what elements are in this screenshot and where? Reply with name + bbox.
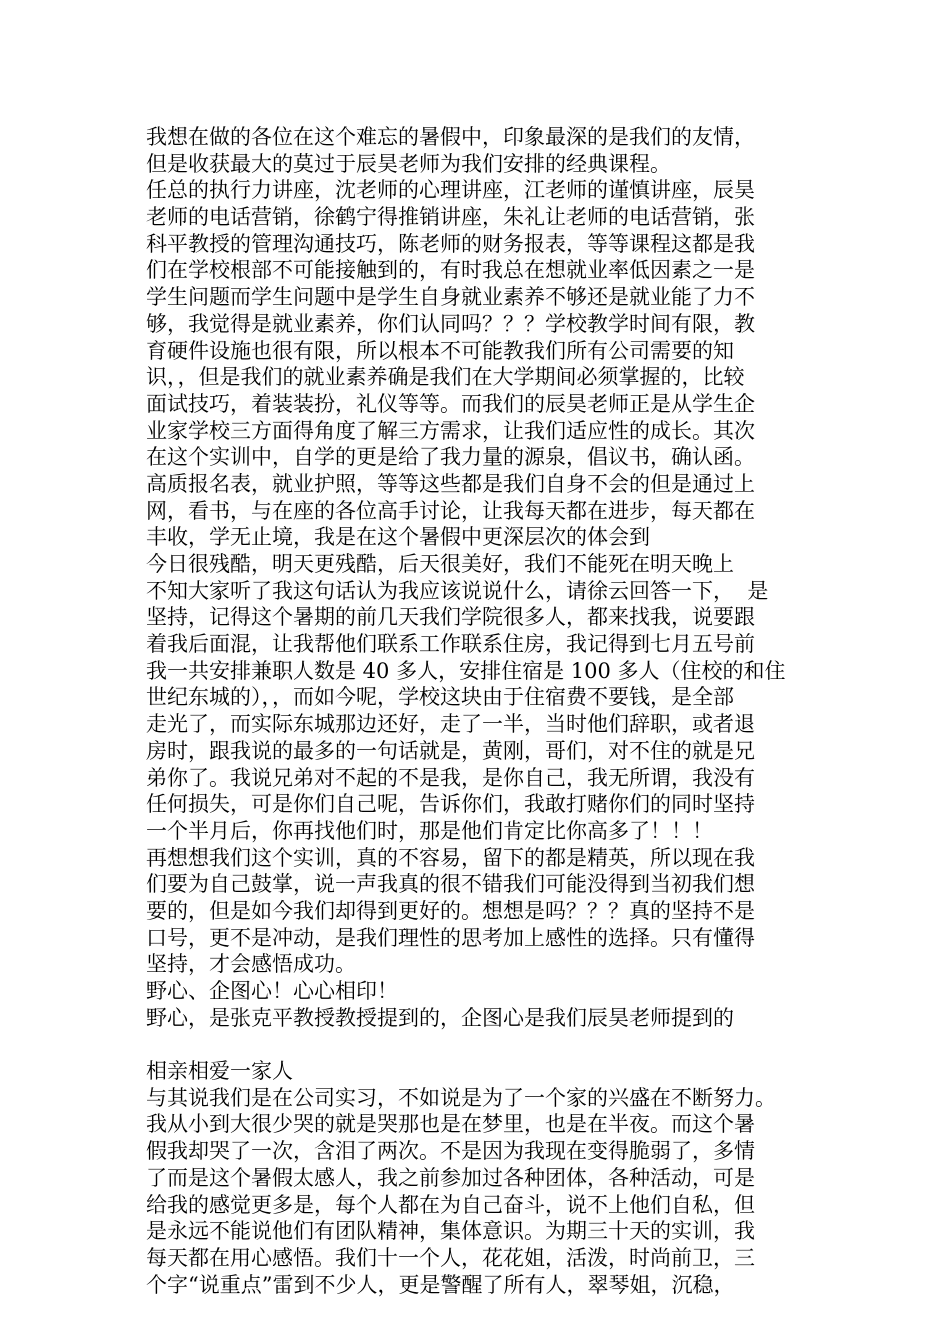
- text-line: 我从小到大很少哭的就是哭那也是在梦里，也是在半夜。而这个暑: [146, 1112, 755, 1137]
- text-line: 假我却哭了一次，含泪了两次。不是因为我现在变得脆弱了，多情: [146, 1139, 755, 1164]
- text-line: 与其说我们是在公司实习，不如说是为了一个家的兴盛在不断努力。: [146, 1085, 776, 1110]
- text-line: 不知大家听了我这句话认为我应该说说什么，请徐云回答一下， 是: [146, 578, 769, 603]
- text-line: 弟你了。我说兄弟对不起的不是我，是你自己，我无所谓，我没有: [146, 765, 755, 790]
- text-line: 一个半月后，你再找他们时，那是他们肯定比你高多了！！！: [146, 818, 713, 843]
- text-line: 但是收获最大的莫过于辰昊老师为我们安排的经典课程。: [146, 151, 671, 176]
- text-line: 面试技巧，着装装扮，礼仪等等。而我们的辰昊老师正是从学生企: [146, 391, 755, 416]
- text-line: 是永远不能说他们有团队精神，集体意识。为期三十天的实训，我: [146, 1219, 755, 1244]
- text-line: 再想想我们这个实训，真的不容易，留下的都是精英，所以现在我: [146, 845, 755, 870]
- text-line: 给我的感觉更多是，每个人都在为自己奋斗，说不上他们自私，但: [146, 1192, 755, 1217]
- text-line: 任何损失，可是你们自己呢，告诉你们，我敢打赌你们的同时坚持: [146, 792, 755, 817]
- text-line: 网，看书，与在座的各位高手讨论，让我每天都在进步，每天都在: [146, 498, 755, 523]
- text-line: 走光了，而实际东城那边还好，走了一半，当时他们辞职，或者退: [146, 712, 755, 737]
- blank-line: [146, 1031, 816, 1058]
- text-line: 坚持，才会感悟成功。: [146, 952, 356, 977]
- text-line: 了而是这个暑假太感人，我之前参加过各种团体，各种活动，可是: [146, 1165, 755, 1190]
- text-line: 任总的执行力讲座，沈老师的心理讲座，江老师的谨慎讲座，辰昊: [146, 178, 755, 203]
- text-line: 科平教授的管理沟通技巧，陈老师的财务报表，等等课程这都是我: [146, 231, 755, 256]
- text-line: 学生问题而学生问题中是学生自身就业素养不够还是就业能了力不: [146, 285, 755, 310]
- section-heading: 相亲相爱一家人: [146, 1059, 293, 1084]
- text-line: 识，，但是我们的就业素养确是我们在大学期间必须掌握的，比较: [146, 365, 745, 390]
- document-body: [146, 124, 816, 1298]
- text-line: 老师的电话营销，徐鹤宁得推销讲座，朱礼让老师的电话营销，张: [146, 205, 755, 230]
- text-line: 今日很残酷，明天更残酷，后天很美好，我们不能死在明天晚上: [146, 552, 734, 576]
- text-line: 够，我觉得是就业素养，你们认同吗？？？学校教学时间有限，教: [146, 311, 755, 336]
- text-line: 个字“说重点”雷到不少人，更是警醒了所有人，翠琴姐，沉稳，: [146, 1272, 735, 1297]
- text-line: 育硬件设施也很有限，所以根本不可能教我们所有公司需要的知: [146, 338, 734, 363]
- text-line: 我一共安排兼职人数是 40 多人，安排住宿是 100 多人（住校的和住: [146, 658, 786, 683]
- text-line: 世纪东城的），，而如今呢，学校这块由于住宿费不要钱，是全部: [146, 685, 734, 710]
- text-line: 口号，更不是冲动，是我们理性的思考加上感性的选择。只有懂得: [146, 925, 755, 950]
- text-line: 房时，跟我说的最多的一句话就是，黄刚，哥们，对不住的就是兄: [146, 738, 755, 763]
- text-line: 野心，是张克平教授教授提到的，企图心是我们辰昊老师提到的: [146, 1005, 734, 1030]
- text-line: 坚持，记得这个暑期的前几天我们学院很多人，都来找我，说要跟: [146, 605, 755, 630]
- text-line: 在这个实训中，自学的更是给了我力量的源泉，倡议书，确认函。: [146, 445, 755, 470]
- text-line: 业家学校三方面得角度了解三方需求，让我们适应性的成长。其次: [146, 418, 755, 443]
- text-line: 们要为自己鼓掌，说一声我真的很不错我们可能没得到当初我们想: [146, 872, 755, 897]
- text-line: 高质报名表，就业护照，等等这些都是我们自身不会的但是通过上: [146, 471, 755, 496]
- text-line: 们在学校根部不可能接触到的，有时我总在想就业率低因素之一是: [146, 258, 755, 283]
- text-line: 我想在做的各位在这个难忘的暑假中，印象最深的是我们的友情，: [146, 125, 755, 149]
- text-line: 要的，但是如今我们却得到更好的。想想是吗？？？真的坚持不是: [146, 898, 755, 923]
- text-line: 每天都在用心感悟。我们十一个人，花花姐，活泼，时尚前卫，三: [146, 1245, 755, 1270]
- section-heading: 野心、企图心！心心相印！: [146, 979, 398, 1003]
- text-line: 着我后面混，让我帮他们联系工作联系住房，我记得到七月五号前: [146, 632, 755, 657]
- text-line: 丰收，学无止境，我是在这个暑假中更深层次的体会到: [146, 525, 650, 550]
